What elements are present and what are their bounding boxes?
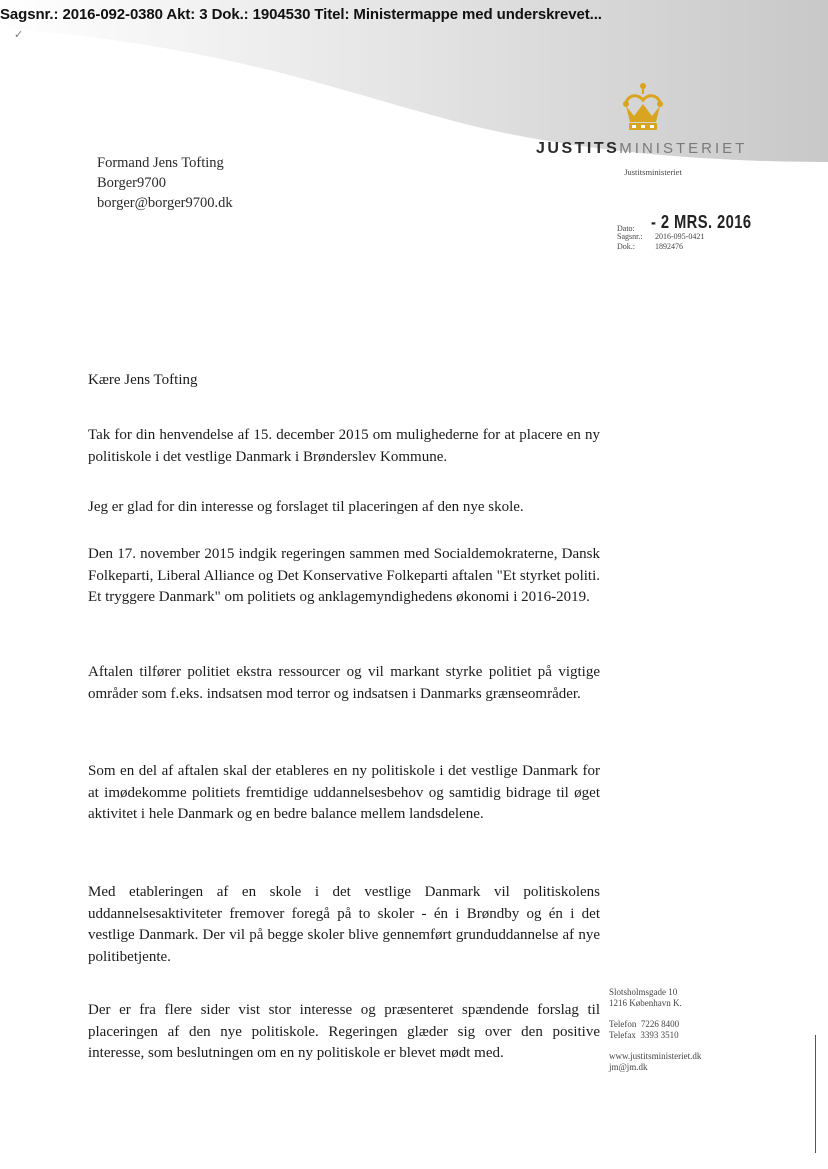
ministry-logo [536,140,747,158]
crown-icon [618,82,668,134]
logo-light-text: MINISTERIET [619,140,748,157]
address-city: 1216 København K. [609,998,682,1008]
recipient-email: borger@borger9700.dk [97,195,233,211]
paragraph-3: Den 17. november 2015 indgik regeringen sammen med Socialdemokraterne, Dansk Folkeparti, Liberal Alliance og Det Konservative Folkeparti aftalen "Et styrket politi. Et tryggere Danmark" om politiets og anklagemyndighedens økonomi i 2016-2019. [88,546,600,605]
contact-sidebar [609,987,701,1083]
case-number-value: 2016-095-0421 [655,232,705,241]
paragraph-1: Tak for din henvendelse af 15. december 2015 om mulighederne for at placere en ny politiskole i det vestlige Danmark i Brønderslev Kommune. [88,427,600,465]
paragraph-5: Som en del af aftalen skal der etableres en ny politiskole i det vestlige Danmark for at imødekomme politiets fremtidige uddannelsesbehov og samtidig bidrage til øget aktivitet i hele Danmark og en bedre balance mellem landsdelene. [88,763,600,822]
paragraph-6: Med etableringen af en skole i det vestlige Danmark vil politiskolens uddannelsesaktiviteter fremover foregå på to skoler - én i Brøndby og én i det vestlige Danmark. Der vil på begge skoler blive gennemført grunduddannelse af nye politibetjente. [88,884,600,965]
phone-value: 7226 8400 [640,1019,680,1029]
case-header: Sagsnr.: 2016-092-0380 Akt: 3 Dok.: 1904530 Titel: Ministermappe med underskrevet... [0,6,602,23]
phone-label: Telefon [609,1019,637,1029]
salutation: Kære Jens Tofting [88,372,198,388]
logo-bold-text: JUSTITS [536,140,620,157]
doc-number-label: Dok.: [617,242,635,251]
recipient-name: Formand Jens Tofting [97,155,224,171]
website: www.justitsministeriet.dk [609,1051,702,1061]
document-meta [617,212,752,252]
logo-subtitle: Justitsministeriet [624,167,682,177]
doc-number-row [617,242,704,252]
recipient-block [97,153,233,213]
case-number-row [617,232,704,242]
contact-email: jm@jm.dk [609,1062,648,1072]
address-street: Slotsholmsgade 10 [609,987,678,997]
date-label: Dato: [617,224,635,233]
scan-edge-line [815,1035,816,1153]
paragraph-4: Aftalen tilfører politiet ekstra ressourcer og vil markant styrke politiet på vigtige områder som f.eks. indsatsen mod terror og indsatsen i Danmarks grænseområder. [88,664,600,702]
scan-mark: ✓ [14,29,24,41]
fax-value: 3393 3510 [640,1030,679,1040]
paragraph-2: Jeg er glad for din interesse og forslaget til placeringen af den nye skole. [88,499,524,515]
recipient-org: Borger9700 [97,175,167,191]
date-stamp: - 2 MRS. 2016 [651,212,752,232]
doc-number-value: 1892476 [655,242,683,251]
fax-label: Telefax [609,1030,636,1040]
case-number-label: Sagsnr.: [617,232,643,241]
paragraph-7: Der er fra flere sider vist stor interesse og præsenteret spændende forslag til placeringen af den nye politiskole. Regeringen glæder sig over den positive interesse, som beslutningen om en ny politiskole er blevet mødt med. [88,1002,600,1061]
